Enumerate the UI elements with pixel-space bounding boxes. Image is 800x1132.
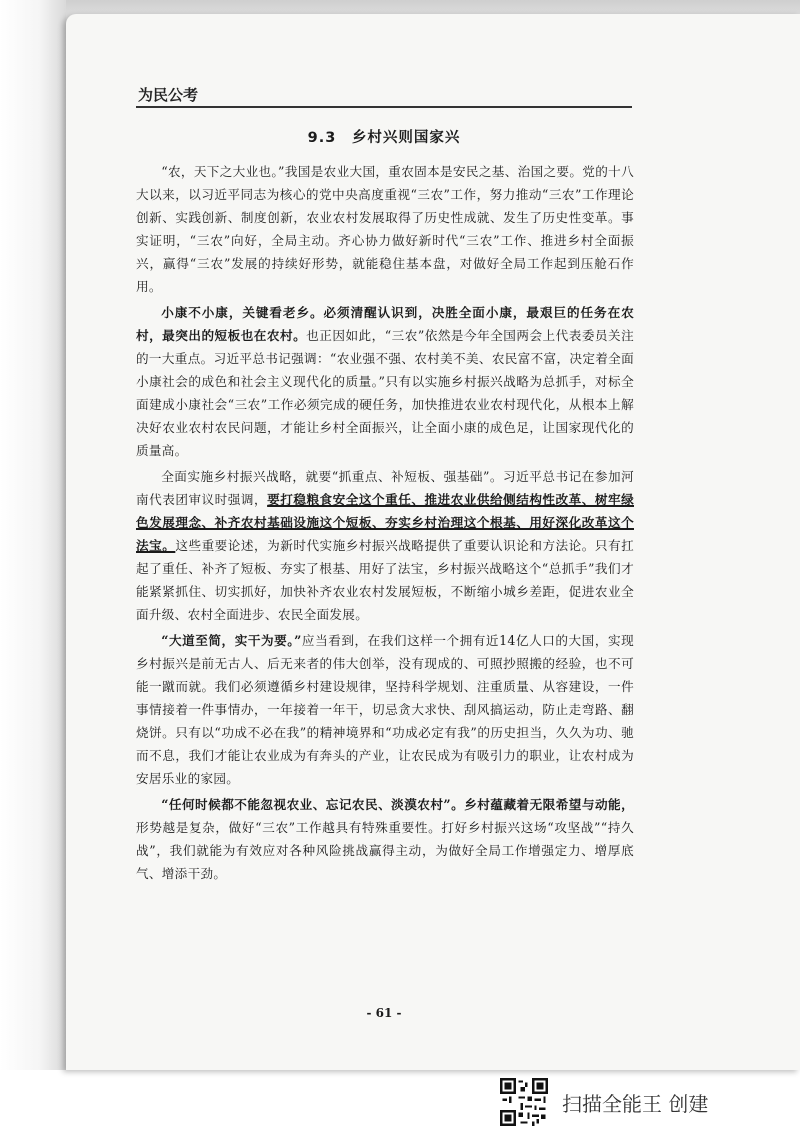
paragraph-text: 也正因如此，“三农”依然是今年全国两会上代表委员关注的一大重点。习近平总书记强调：“农业强不强、农村美不美、农民富不富，决定着全面小康社会的成色和社会主义现代化的质量。”只有以实施乡村振兴战略为总抓手，对标全面建成小康社会“三农”工作必须完成的硬任务，加快推进农业农村现代化，从根本上解决好农业农村农民问题，才能让乡村全面振兴，让全面小康的成色足，让国家现代化的质量高。 — [136, 328, 634, 458]
paragraph-text: 形势越是复杂，做好“三农”工作越具有特殊重要性。打好乡村振兴这场“攻坚战”“持久战”，我们就能为有效应对各种风险挑战赢得主动，为做好全局工作增强定力、增厚底气、增添干劲。 — [136, 820, 634, 881]
paragraph-3 — [136, 465, 634, 626]
qr-code-icon — [500, 1078, 548, 1126]
body-text — [136, 160, 634, 888]
paragraph-1 — [136, 160, 634, 298]
header-rule — [136, 106, 632, 108]
paragraph-4 — [136, 629, 634, 790]
underlined-emphasis: 要打稳粮食安全这个重任、推进农业供给侧结构性改革、树牢绿色发展理念、补齐农村基础设施这个短板、夯实乡村治理这个根基、用好深化改革这个法宝。 — [136, 492, 634, 553]
paragraph-lead-bold: “大道至简，实干为要。” — [161, 633, 302, 648]
paragraph-text: “农，天下之大业也。”我国是农业大国，重农固本是安民之基、治国之要。党的十八大以来，以习近平同志为核心的党中央高度重视“三农”工作，努力推动“三农”工作理论创新、实践创新、制度创新，农业农村发展取得了历史性成就、发生了历史性变革。事实证明，“三农”向好，全局主动。齐心协力做好新时代“三农”工作、推进乡村全面振兴，赢得“三农”发展的持续好形势，就能稳住基本盘，对做好全局工作起到压舱石作用。 — [136, 164, 634, 294]
section-title: 9.3 乡村兴则国家兴 — [307, 130, 461, 146]
paragraph-lead-bold: 小康不小康，关键看老乡。必须清醒认识到，决胜全面小康，最艰巨的任务在农村，最突出的短板也在农村。 — [136, 305, 634, 343]
paragraph-5 — [136, 793, 634, 885]
running-head: 为民公考 — [138, 86, 199, 104]
page-number: - 61 - — [366, 1006, 402, 1020]
paragraph-text: 应当看到，在我们这样一个拥有近14亿人口的大国，实现乡村振兴是前无古人、后无来者的伟大创举，没有现成的、可照抄照搬的经验，也不可能一蹴而就。我们必须遵循乡村建设规律，坚持科学规划、注重质量、从容建设，一件事情接着一件事情办，一年接着一年干，切忌贪大求快、刮风搞运动，防止走弯路、翻烧饼。只有以“功成不必在我”的精神境界和“功成必定有我”的历史担当，久久为功、驰而不息，我们才能让农业成为有奔头的产业，让农民成为有吸引力的职业，让农村成为安居乐业的家园。 — [136, 633, 634, 786]
paragraph-2 — [136, 301, 634, 462]
paragraph-lead-bold: “任何时候都不能忽视农业、忘记农民、淡漠农村”。乡村蕴藏着无限希望与动能， — [161, 797, 634, 812]
paragraph-text: 全面实施乡村振兴战略，就要“抓重点、补短板、强基础”。习近平总书记在参加河南代表团审议时强调， — [136, 469, 634, 507]
watermark-text: 扫描全能王 创建 — [562, 1091, 709, 1116]
scan-shadow-left — [0, 0, 66, 1070]
scanner-watermark — [500, 1072, 800, 1132]
paragraph-text: 这些重要论述，为新时代实施乡村振兴战略提供了重要认识论和方法论。只有扛起了重任、补齐了短板、夯实了根基、用好了法宝，乡村振兴战略这个“总抓手”我们才能紧紧抓住、切实抓好，加快补齐农业农村发展短板，不断缩小城乡差距，促进农业全面升级、农村全面进步、农民全面发展。 — [136, 538, 635, 622]
